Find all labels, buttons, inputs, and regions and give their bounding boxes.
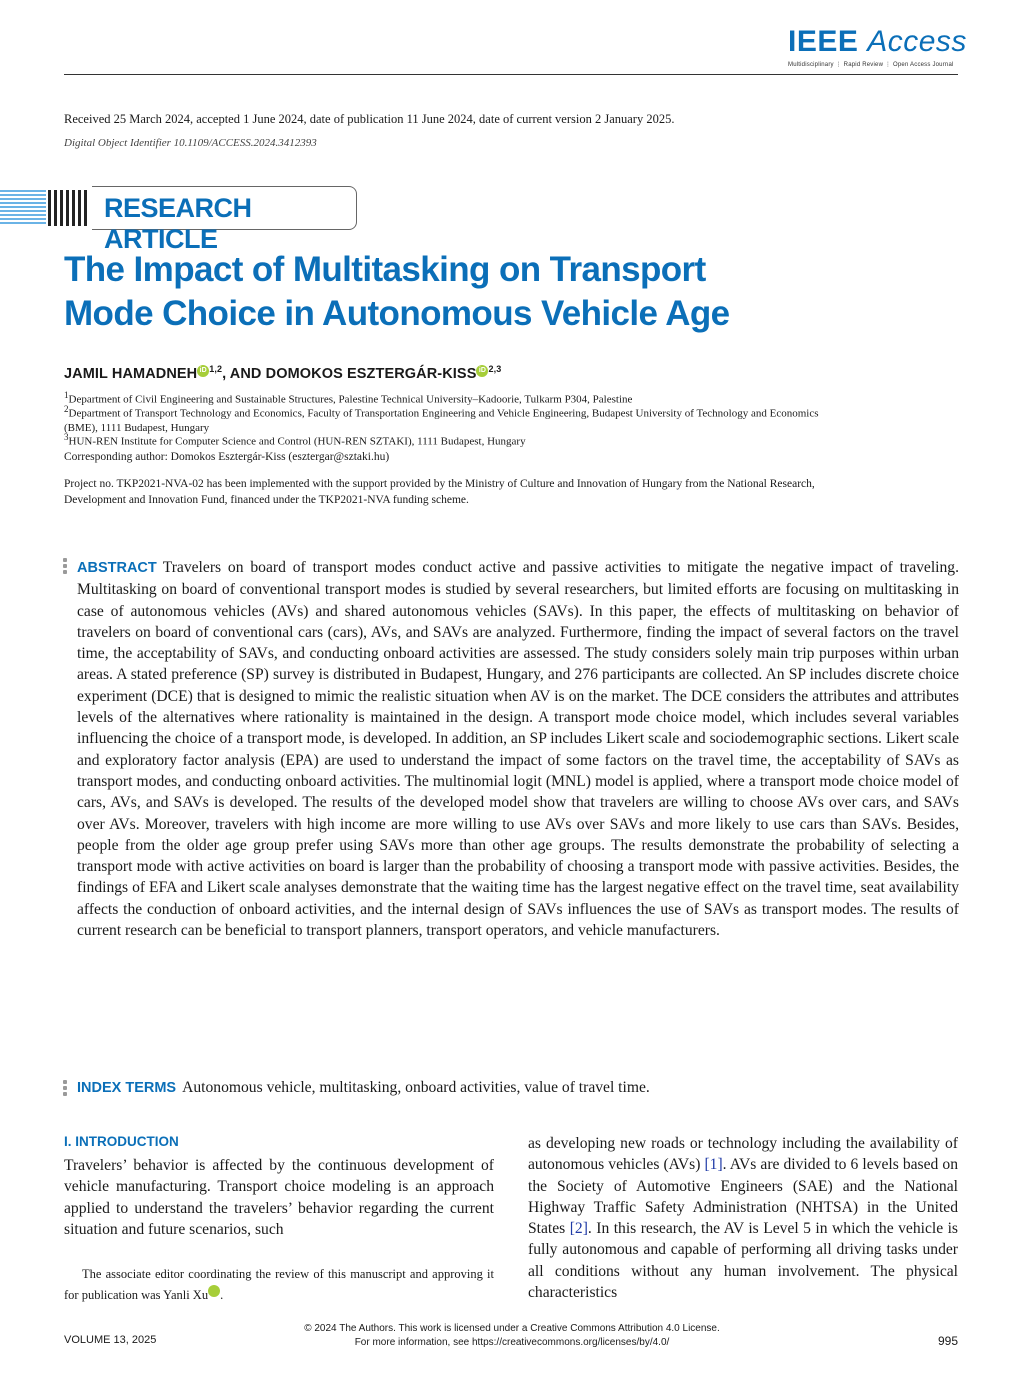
citation-link[interactable]: [1]	[704, 1156, 723, 1174]
affiliation-3: $^3$HUN-REN Institute for Computer Science and Control (HUN-REN SZTAKI), 1111 Budapest, Hungary	[64, 432, 526, 448]
title-line-2: Mode Choice in Autonomous Vehicle Age	[64, 294, 730, 333]
license-line-2[interactable]: For more information, see https://creativecommons.org/licenses/by/4.0/	[354, 1337, 670, 1348]
logo-ieee: IEEE	[788, 25, 859, 58]
abstract-label: ABSTRACT	[77, 560, 157, 576]
abstract-marker	[63, 558, 68, 576]
logo-access: Access	[867, 25, 967, 58]
license-notice	[212, 1322, 812, 1350]
index-terms-marker	[63, 1080, 68, 1098]
author-2-name: , AND DOMOKOS ESZTERGÁR-KISS	[222, 365, 477, 382]
article-type-label: RESEARCH ARTICLE	[104, 193, 252, 254]
banner-bars-decoration	[48, 190, 90, 226]
received-dates: Received 25 March 2024, accepted 1 June 2024, date of publication 11 June 2024, date of current version 2 January 2025.	[64, 112, 675, 126]
intro-right-column: as developing new roads or technology including the availability of autonomous vehicles (AVs) [1]. AVs are divided to 6 levels based on the Society of Automotive Engineers (SAE) and the National Highway Traffic Safety Administration (NHTSA) in the United States [2]. In this research, the AV is Level 5 in which the vehicle is fully autonomous and capable of performing all driving tasks under all conditions without any human involvement. The physical characteristics	[528, 1135, 958, 1302]
citation-link[interactable]: [2]	[569, 1220, 588, 1238]
editor-note: The associate editor coordinating the review of this manuscript and approving it for publication was Yanli Xu iD.	[64, 1267, 494, 1302]
corresponding-author: Corresponding author: Domokos Esztergár-Kiss (esztergar@sztaki.hu)	[64, 451, 390, 463]
abstract	[77, 557, 959, 941]
page-number: 995	[937, 1334, 958, 1348]
orcid-icon[interactable]: iD	[476, 365, 488, 377]
index-terms-text: Autonomous vehicle, multitasking, onboard activities, value of travel time.	[182, 1079, 650, 1096]
author-1-affil: 1,2	[209, 364, 223, 374]
funding-note: Project no. TKP2021-NVA-02 has been implemented with the support provided by the Ministry of Culture and Innovation of Hungary from the National Research, Development and Innovation Fund, financed under the TKP2021-NVA funding scheme.	[64, 478, 815, 506]
volume-label: VOLUME 13, 2025	[64, 1334, 157, 1346]
abstract-text: Travelers on board of transport modes conduct active and passive activities to mitigate the negative impact of traveling. Multitasking on board of conventional transport modes is studied by several researchers, but limited efforts are focusing on multitasking in case of autonomous vehicles (AVs) and shared autonomous vehicles (SAVs). In this paper, the effects of multitasking on behavior of travelers on board of conventional cars (cars), AVs, and SAVs are analyzed. Furthermore, finding the impact of several factors on the travel time, the acceptability of SAVs, and conducting onboard activities are assessed. The study considers solely main trip purposes within urban areas. A stated preference (SP) survey is distributed in Budapest, Hungary, and 276 participants are collected. An SP includes discrete choice experiment (DCE) that is designed to mimic the realistic situation when AV is on the market. The DCE considers the attributes and attributes levels of the alternatives where rationality is maintained in the design. A transport mode choice model, which includes several variables influencing the choice of a transport mode, is developed. In addition, an SP includes Likert scale and sociodemographic sections. Likert scale and exploratory factor analysis (EPA) are used to understand the impact of some factors on the travel time, the acceptability of SAVs as transport modes, and conducting onboard activities. The multinomial logit (MNL) model is applied, where a transport mode choice model of cars, AVs, and SAVs is developed. The results of the developed model show that travelers are willing to choose AVs over cars, and SAVs over AVs. Moreover, travelers with high income are more willing to use AVs over SAVs and more likely to use cars than SAVs. Besides, people from the older age group prefer using SAVs more than other age groups. The results demonstrate the probability of selecting a transport mode with active activities on board is larger than the probability of choosing a transport mode with passive activities. Besides, the findings of EFA and Likert scale analyses demonstrate that the waiting time has the largest negative effect on the travel time, seat availability affects the conduction of onboard activities, and the internal design of SAVs influences the use of SAVs as transport modes. The results of current research can be beneficial to transport planners, transport operators, and vehicle manufacturers.	[77, 559, 959, 940]
index-terms-label: INDEX TERMS	[77, 1080, 177, 1096]
orcid-icon[interactable]: iD	[208, 1285, 220, 1297]
author-2-affil: 2,3	[488, 364, 502, 374]
author-1-name: JAMIL HAMADNEH	[64, 365, 198, 382]
title-line-1: The Impact of Multitasking on Transport	[64, 250, 706, 289]
journal-logo	[788, 25, 967, 68]
intro-left-column: Travelers’ behavior is affected by the continuous development of vehicle manufacturing. Transport choice modeling is an approach applied to understand the travelers’ behavior regarding the current situation and future scenarios, such	[64, 1157, 494, 1238]
section-heading: I. INTRODUCTION	[64, 1134, 179, 1149]
index-terms	[77, 1079, 650, 1097]
banner-stripes-decoration	[0, 190, 46, 226]
affiliation-1: $^1$Department of Civil Engineering and Sustainable Structures, Palestine Technical University–Kadoorie, Tulkarm P304, Palestine	[64, 390, 633, 406]
license-line-1: © 2024 The Authors. This work is licensed under a Creative Commons Attribution 4.0 License.	[304, 1323, 720, 1334]
paper-title	[64, 248, 824, 336]
header-rule	[64, 74, 958, 75]
author-list	[64, 364, 501, 382]
article-type-banner	[0, 186, 360, 254]
orcid-icon[interactable]: iD	[197, 365, 209, 377]
doi: Digital Object Identifier 10.1109/ACCESS.2024.3412393	[64, 137, 317, 149]
logo-tagline: Multidisciplinary ⋮ Rapid Review ⋮ Open Access Journal	[788, 62, 954, 68]
affiliation-2: $^2$Department of Transport Technology and Economics, Faculty of Transportation Engineering and Vehicle Engineering, Budapest University of Technology and Economics (BME), 1111 Budapest, Hungary	[64, 404, 819, 434]
